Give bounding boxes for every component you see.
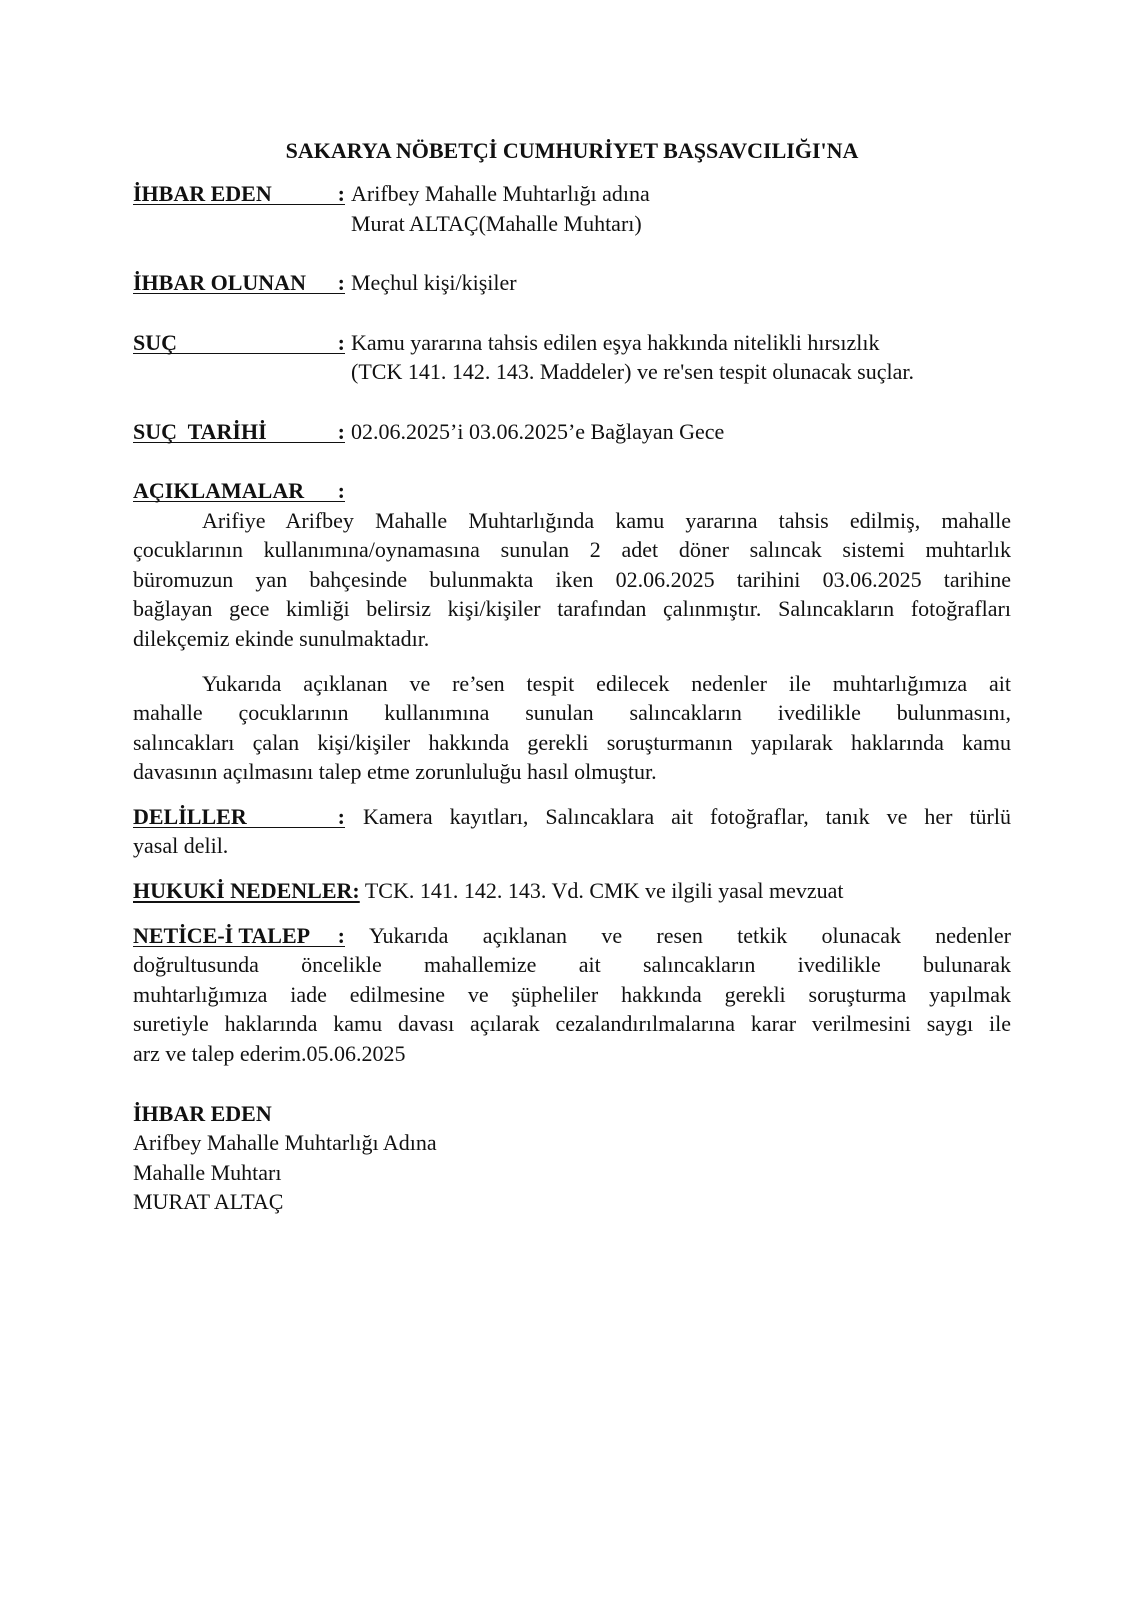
paragraph-line: Yukarıda açıklanan ve re’sen tespit edilecek nedenler ile muhtarlığımıza ait [202,670,1011,696]
request-label-text: NETİCE-İ TALEP [133,922,311,948]
evidence-colon: : [337,803,345,829]
field-value [351,417,1011,447]
explanation-paragraph [133,669,1011,787]
signature-line: MURAT ALTAÇ [133,1189,284,1214]
request-first-line [133,921,1011,951]
field-label [133,329,345,355]
evidence-label-text: DELİLLER [133,803,247,829]
evidence-line: Kamera kayıtları, Salıncaklara ait fotoğraflar, tanık ve her türlü [363,803,1011,829]
field-value-line: Kamu yararına tahsis edilen eşya hakkında nitelikli hırsızlık [351,329,880,355]
evidence-first-line [133,802,1011,832]
paragraph-line: salıncakları çalan kişi/kişiler hakkında gerekli soruşturmanın yapılarak haklarında kamu [133,729,1011,755]
paragraph-line: dilekçemiz ekinde sunulmaktadır. [133,625,430,651]
paragraph-line: büromuzun yan bahçesinde bulunmakta iken 02.06.2025 tarihini 03.06.2025 tarihine [133,566,1011,592]
field-colon: : [337,418,345,444]
legal-grounds-label: HUKUKİ NEDENLER: [133,877,360,903]
field-label [133,272,345,294]
paragraph-line: bağlayan gece kimliği belirsiz kişi/kişiler tarafından çalınmıştır. Salıncakların fotoğrafları [133,596,1011,621]
field-label [133,418,345,444]
evidence-label [133,803,345,829]
field-colon: : [337,270,345,295]
request-label [133,922,345,948]
request-line: suretiyle haklarında kamu davası açılarak cezalandırılmalarına karar verilmesini saygı ile [133,1011,1011,1036]
field-value-line: Arifbey Mahalle Muhtarlığı adına [351,181,650,206]
field-crime [133,328,1011,387]
request-line: Yukarıda açıklanan ve resen tetkik olunacak nedenler [369,922,1011,948]
paragraph-line: Arifiye Arifbey Mahalle Muhtarlığında kamu yararına tahsis edilmiş, mahalle [202,507,1011,533]
legal-grounds-row [133,876,1011,906]
field-value [351,268,1011,298]
field-label-cell [133,268,351,298]
field-crime-date [133,417,1011,447]
field-label-cell [133,417,351,447]
paragraph-line: çocuklarının kullanımına/oynamasına sunulan 2 adet döner salıncak sistemi muhtarlık [133,537,1011,562]
field-value-line: Murat ALTAÇ(Mahalle Muhtarı) [351,210,642,236]
explanations-label-text: AÇIKLAMALAR [133,478,305,503]
request-colon: : [337,922,345,948]
field-label-text: İHBAR EDEN [133,181,272,206]
legal-grounds-value: TCK. 141. 142. 143. Vd. CMK ve ilgili yasal mevzuat [364,877,844,903]
field-value-line: Meçhul kişi/kişiler [351,270,517,295]
field-label-cell [133,179,351,238]
evidence-line: yasal delil. [133,833,229,858]
field-value [351,328,1011,387]
field-colon: : [337,329,345,355]
field-value-line: (TCK 141. 142. 143. Maddeler) ve re'sen tespit olunacak suçlar. [351,359,914,384]
request-line: muhtarlığımıza iade edilmesine ve şüpheliler hakkında gerekli soruşturma yapılmak [133,981,1011,1007]
request-section [133,921,1011,1069]
signature-block [133,1099,1011,1217]
request-line: doğrultusunda öncelikle mahallemize ait salıncakların ivedilikle bulunarak [133,952,1011,977]
field-label-cell [133,328,351,387]
evidence-section [133,802,1011,861]
explanations-heading-row [133,476,1011,506]
paragraph-line: mahalle çocuklarının kullanımına sunulan salıncakların ivedilikle bulunmasını, [133,700,1011,725]
signature-heading: İHBAR EDEN [133,1100,272,1126]
explanation-paragraph [133,506,1011,654]
request-line: arz ve talep ederim.05.06.2025 [133,1040,406,1066]
explanations-label [133,480,345,502]
signature-line: Arifbey Mahalle Muhtarlığı Adına [133,1130,437,1155]
signature-line: Mahalle Muhtarı [133,1159,282,1185]
field-value [351,179,1011,238]
field-label [133,183,345,205]
field-label-text: SUÇ TARİHİ [133,418,267,444]
explanations-colon: : [337,478,345,503]
field-accused [133,268,1011,298]
field-colon: : [337,181,345,206]
document-title: SAKARYA NÖBETÇİ CUMHURİYET BAŞSAVCILIĞI'NA [285,138,859,163]
field-label-text: SUÇ [133,329,178,355]
field-value-line: 02.06.2025’i 03.06.2025’e Bağlayan Gece [351,418,725,444]
field-informant [133,179,1011,238]
paragraph-line: davasının açılmasını talep etme zorunluluğu hasıl olmuştur. [133,759,657,784]
field-label-text: İHBAR OLUNAN [133,270,306,295]
